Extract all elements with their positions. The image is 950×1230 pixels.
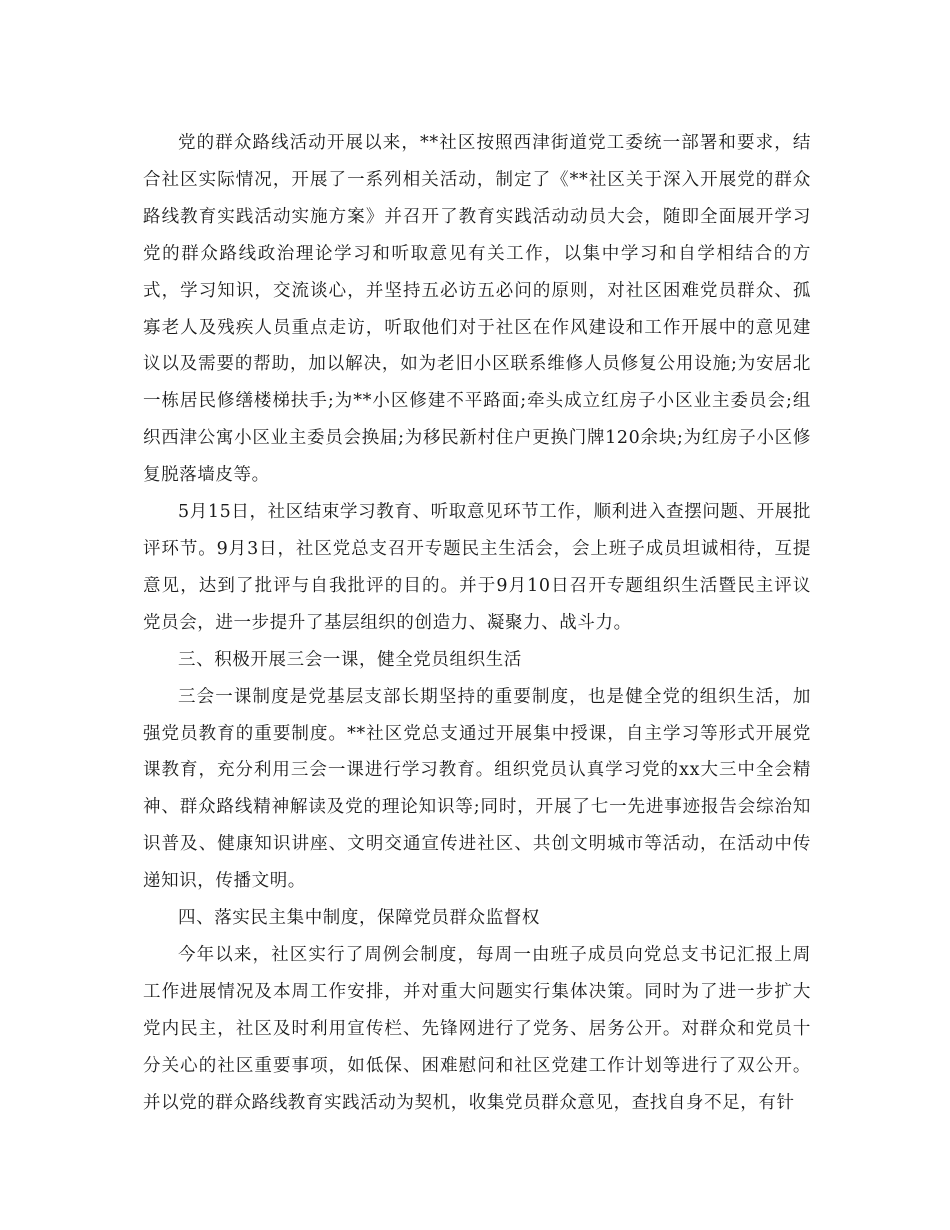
paragraph-criticism-stage: 5月15日，社区结束学习教育、听取意见环节工作，顺利进入查摆问题、开展批评环节。9月3日，社区党总支召开专题民主生活会，会上班子成员坦诚相待，互提意见，达到了批评与自我批评的目的。并于9月10日召开专题组织生活暨民主评议党员会，进一步提升了基层组织的创造力、凝聚力、战斗力。	[143, 502, 811, 633]
paragraph-three-meetings-one-lesson: 三会一课制度是党基层支部长期坚持的重要制度，也是健全党的组织生活，加强党员教育的重要制度。**社区党总支通过开展集中授课，自主学习等形式开展党课教育，充分利用三会一课进行学习教育。组织党员认真学习党的xx大三中全会精神、群众路线精神解读及党的理论知识等;同时，开展了七一先进事迹报告会综治知识普及、健康知识讲座、文明交通宣传进社区、共创文明城市等活动，在活动中传递知识，传播文明。	[143, 686, 811, 892]
paragraph-weekly-meetings: 今年以来，社区实行了周例会制度，每周一由班子成员向党总支书记汇报上周工作进展情况及本周工作安排，并对重大问题实行集体决策。同时为了进一步扩大党内民主，社区及时利用宣传栏、先锋网进行了党务、居务公开。对群众和党员十分关心的社区重要事项，如低保、困难慰问和社区党建工作计划等进行了双公开。并以党的群众路线教育实践活动为契机，收集党员群众意见，查找自身不足，有针	[143, 944, 811, 1113]
section-heading-democratic-centralism: 四、落实民主集中制度，保障党员群众监督权	[178, 908, 540, 929]
paragraph-activities-overview: 党的群众路线活动开展以来，**社区按照西津街道党工委统一部署和要求，结合社区实际情况，开展了一系列相关活动，制定了《**社区关于深入开展党的群众路线教育实践活动实施方案》并召开了教育实践活动动员大会，随即全面展开学习党的群众路线政治理论学习和听取意见有关工作，以集中学习和自学相结合的方式，学习知识，交流谈心，并坚持五必访五必问的原则，对社区困难党员群众、孤寡老人及残疾人员重点走访，听取他们对于社区在作风建设和工作开展中的意见建议以及需要的帮助，加以解决，如为老旧小区联系维修人员修复公用设施;为安居北一栋居民修缮楼梯扶手;为**小区修建不平路面;牵头成立红房子小区业主委员会;组织西津公寓小区业主委员会换届;为移民新村住户更换门牌120余块;为红房子小区修复脱落墙皮等。	[143, 133, 811, 486]
document-body	[143, 125, 811, 1121]
section-heading-three-meetings: 三、积极开展三会一课，健全党员组织生活	[178, 649, 522, 670]
